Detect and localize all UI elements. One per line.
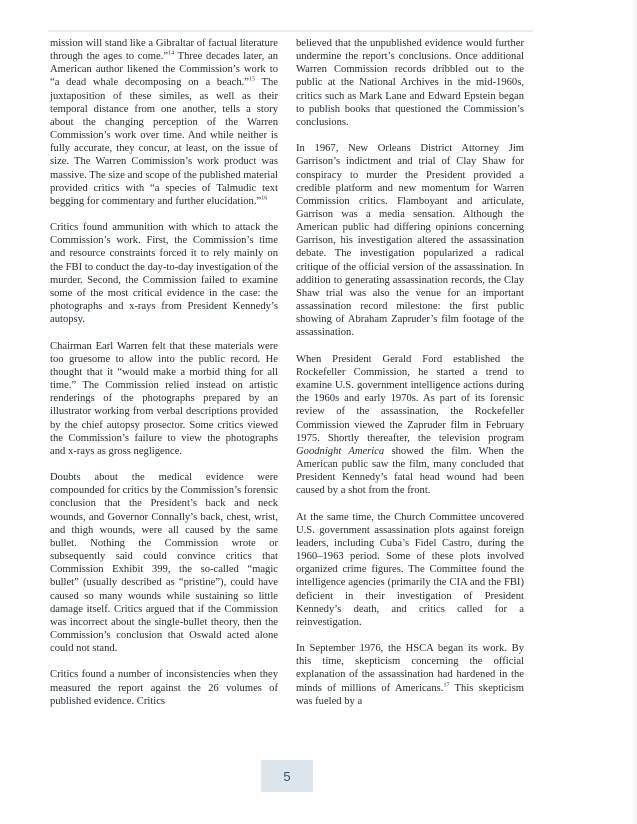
paragraph-critics-ammunition: Critics found ammunition with which to attack the Commission’s work. First, the Commission’s time and resource constraints forced it to rely mainly on the FBI to conduct the day-to-day investigation of the murder. Second, the Commission failed to examine some of the most critical evidence in the case: the photographs and x-rays from President Kennedy’s autopsy. — [50, 222, 278, 326]
paragraph-text: The juxtaposition of these similes, as well as their temporal distance from one another, tells a story about the changing perception of the Warren Commission’s work over time. And while neither is fully accurate, they concur, at least, on the issue of size. The Warren Commission’s work product was massive. The size and scope of the published material provided critics with “a species of Talmudic text begging for commentary and further elucidation.” — [50, 77, 278, 207]
paragraph-gibraltar — [50, 37, 278, 208]
paragraph-text: In September 1976, the HSCA began its work. By this time, skepticism concerning the official explanation of the assassination had hardened in the minds of millions of Americans. — [296, 643, 524, 694]
paragraph-hsca — [296, 642, 524, 708]
paragraph-text: mission will stand like a Gibraltar of factual literature through the ages to come.” — [50, 38, 278, 63]
paragraph-rockefeller — [296, 353, 524, 498]
left-column — [50, 37, 278, 721]
paragraph-text: showed the film. When the American public saw the film, many concluded that President Kennedy’s fatal head wound had been caused by a shot from the front. — [296, 445, 524, 497]
paragraph-medical-evidence: Doubts about the medical evidence were compounded for critics by the Commission’s forensic conclusion that the President’s back and neck wounds, and Governor Connally’s back, chest, wrist, and thigh wounds, were all caused by the same bullet. Nothing the Commission wrote or subsequently said could convince critics that Commission Exhibit 399, the so-called “magic bullet” (usually described as “pristine”), could have caused so many wounds while sustaining so little damage itself. Critics argued that if the Commission was incorrect about the single-bullet theory, then the Commission’s conclusion that Oswald acted alone could not stand. — [50, 472, 278, 655]
program-title: Goodnight America — [296, 445, 385, 457]
header-rule — [48, 30, 533, 32]
paragraph-chairman-warren: Chairman Earl Warren felt that these materials were too gruesome to allow into the public record. He thought that it “would make a morbid thing for all time.” The Commission relied instead on artistic renderings of the photographs prepared by an illustrator working from verbal descriptions provided by the chief autopsy prosector. Some critics viewed the Commission’s failure to view the photographs and x-rays as gross negligence. — [50, 340, 278, 457]
paragraph-text: Three decades later, an American author likened the Commission’s work to “a dead whale decomposing on a beach.” — [50, 51, 278, 89]
footnote-ref-14[interactable]: 14 — [168, 50, 175, 57]
page-number-tab — [261, 760, 313, 792]
paragraph-text: When President Gerald Ford established the Rockefeller Commission, he started a trend to examine U.S. government intelligence actions during the 1960s and early 1970s. As part of its forensic review of the assassination, the Rockefeller Commission viewed the Zapruder film in February 1975. Shortly thereafter, the television program — [296, 353, 524, 444]
paragraph-church-committee: At the same time, the Church Committee uncovered U.S. government assassination plots against foreign leaders, including Cuba’s Fidel Castro, during the 1960–1963 period. Some of these plots involved organized crime figures. The Committee found the intelligence agencies (primarily the CIA and the FBI) deficient in their investigation of President Kennedy’s death, and critics called for a reinvestigation. — [296, 511, 524, 628]
paragraph-inconsistencies: Critics found a number of inconsistencies when they measured the report against the 26 volumes of published evidence. Critics — [50, 669, 278, 707]
right-column — [296, 37, 524, 721]
footnote-ref-15[interactable]: 15 — [248, 76, 255, 83]
paragraph-unpublished-evidence: believed that the unpublished evidence would further undermine the report’s conclusions. Once additional Warren Commission records dribbled out to the public at the National Archives in the mid-1960s, critics such as Mark Lane and Edward Epstein began to publish books that questioned the Commission’s conclusions. — [296, 38, 524, 128]
paragraph-text: This skepticism was fueled by a — [296, 682, 524, 707]
paragraph-garrison: In 1967, New Orleans District Attorney Jim Garrison’s indictment and trial of Clay Shaw for conspiracy to murder the President provided a credible platform and new momentum for Warren Commission critics. Flamboyant and articulate, Garrison was a media sensation. Although the American public had differing opinions concerning Garrison, his investigation altered the assassination debate. The investigation popularized a radical critique of the official version of the assassination. In addition to generating assassination records, the Clay Shaw trial was also the venue for an important assassination record milestone: the first public showing of Abraham Zapruder’s film footage of the assassination. — [296, 143, 524, 339]
page-number: 5 — [283, 768, 291, 784]
page-edge — [631, 0, 637, 824]
footnote-ref-16[interactable]: 16 — [261, 195, 268, 202]
footnote-ref-17[interactable]: 17 — [443, 682, 450, 689]
